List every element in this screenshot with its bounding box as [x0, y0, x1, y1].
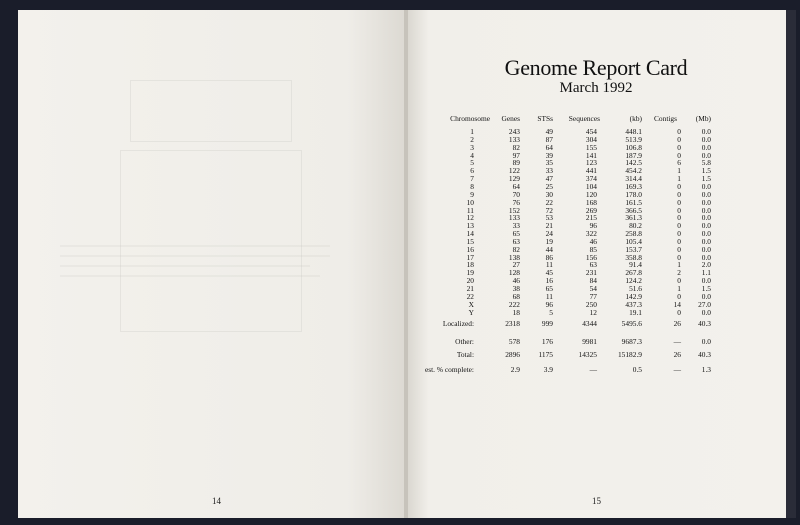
cell-chromosome: 20	[466, 276, 474, 286]
background-edge	[786, 10, 796, 518]
cell-chromosome: 18	[466, 260, 474, 270]
cell-genes: 33	[512, 221, 520, 231]
cell-genes: 82	[512, 244, 520, 254]
cell-sequences: 84	[589, 276, 597, 286]
cell-kb: 187.9	[625, 150, 642, 160]
summary-kb: 0.5	[632, 365, 642, 374]
cell-kb: 448.1	[625, 127, 642, 136]
cell-contigs: 0	[677, 197, 681, 207]
cell-mb: 1.5	[701, 284, 711, 293]
summary-contigs: —	[673, 337, 681, 346]
summary-kb: 15182.9	[617, 350, 642, 359]
cell-mb: 0.0	[701, 252, 711, 262]
cell-stss: 44	[545, 244, 553, 254]
cell-contigs: 2	[677, 268, 681, 278]
summary-mb: 40.3	[698, 350, 711, 359]
cell-contigs: 6	[677, 158, 681, 168]
cell-contigs: 1	[677, 166, 681, 176]
cell-chromosome: 7	[470, 174, 474, 184]
show-through-line	[60, 275, 320, 277]
cell-mb: 0.0	[701, 307, 711, 317]
show-through-frame	[120, 150, 302, 332]
cell-stss: 45	[545, 268, 553, 278]
cell-mb: 0.0	[701, 221, 711, 231]
cell-genes: 133	[508, 134, 520, 144]
cell-contigs: 0	[677, 205, 681, 215]
cell-genes: 46	[512, 276, 520, 286]
summary-mb: 40.3	[698, 319, 711, 328]
cell-contigs: 0	[677, 142, 681, 152]
cell-kb: 267.8	[625, 268, 642, 278]
cell-contigs: 1	[677, 284, 681, 293]
cell-genes: 68	[512, 291, 520, 301]
cell-stss: 65	[545, 284, 553, 293]
summary-label: Total:	[456, 350, 474, 359]
cell-mb: 1.5	[701, 166, 711, 176]
cell-stss: 33	[545, 166, 553, 176]
cell-stss: 30	[545, 189, 553, 199]
summary-kb: 9687.3	[621, 337, 642, 346]
summary-stss: 176	[541, 337, 553, 346]
cell-kb: 454.2	[625, 166, 642, 176]
cell-chromosome: 14	[466, 229, 474, 239]
cell-genes: 64	[512, 181, 520, 191]
summary-stss: 3.9	[543, 365, 553, 374]
cell-genes: 63	[512, 236, 520, 246]
cell-chromosome: 4	[470, 150, 474, 160]
cell-sequences: 322	[585, 229, 597, 239]
cell-stss: 5	[549, 307, 553, 317]
cell-chromosome: 6	[470, 166, 474, 176]
cell-kb: 366.5	[625, 205, 642, 215]
cell-kb: 258.8	[625, 229, 642, 239]
cell-stss: 53	[545, 213, 553, 223]
cell-stss: 87	[545, 134, 553, 144]
cell-sequences: 96	[589, 221, 597, 231]
cell-sequences: 12	[589, 307, 597, 317]
cell-sequences: 250	[585, 299, 597, 309]
cell-sequences: 85	[589, 244, 597, 254]
summary-kb: 5495.6	[621, 319, 642, 328]
cell-mb: 0.0	[701, 205, 711, 215]
cell-genes: 97	[512, 150, 520, 160]
cell-chromosome: 10	[466, 197, 474, 207]
cell-stss: 16	[545, 276, 553, 286]
cell-sequences: 63	[589, 260, 597, 270]
cell-sequences: 269	[585, 205, 597, 215]
report-subtitle: March 1992	[559, 80, 633, 96]
cell-chromosome: 21	[466, 284, 474, 293]
cell-contigs: 1	[677, 260, 681, 270]
cell-genes: 122	[508, 166, 520, 176]
cell-genes: 18	[512, 307, 520, 317]
cell-mb: 0.0	[701, 150, 711, 160]
cell-kb: 124.2	[625, 276, 642, 286]
cell-stss: 35	[545, 158, 553, 168]
cell-contigs: 0	[677, 127, 681, 136]
cell-contigs: 14	[673, 299, 681, 309]
summary-genes: 2318	[505, 319, 520, 328]
cell-genes: 152	[508, 205, 520, 215]
cell-sequences: 304	[585, 134, 597, 144]
column-header-chromosome: Chromosome	[450, 114, 490, 123]
cell-sequences: 441	[585, 166, 597, 176]
cell-kb: 80.2	[629, 221, 642, 231]
cell-genes: 82	[512, 142, 520, 152]
cell-stss: 25	[545, 181, 553, 191]
cell-stss: 49	[545, 127, 553, 136]
cell-mb: 0.0	[701, 291, 711, 301]
cell-kb: 142.9	[625, 291, 642, 301]
cell-mb: 5.8	[701, 158, 711, 168]
summary-contigs: —	[673, 365, 681, 374]
cell-chromosome: 3	[470, 142, 474, 152]
cell-genes: 70	[512, 189, 520, 199]
cell-genes: 129	[508, 174, 520, 184]
cell-contigs: 0	[677, 150, 681, 160]
cell-contigs: 0	[677, 307, 681, 317]
cell-contigs: 0	[677, 236, 681, 246]
cell-mb: 0.0	[701, 127, 711, 136]
cell-kb: 106.8	[625, 142, 642, 152]
cell-chromosome: 16	[466, 244, 474, 254]
cell-mb: 2.0	[701, 260, 711, 270]
cell-sequences: 454	[585, 127, 597, 136]
cell-kb: 51.6	[629, 284, 642, 293]
cell-mb: 1.5	[701, 174, 711, 184]
cell-sequences: 54	[589, 284, 597, 293]
report-title: Genome Report Card	[504, 55, 688, 80]
cell-mb: 0.0	[701, 197, 711, 207]
page-number-left: 14	[212, 496, 221, 506]
cell-contigs: 0	[677, 189, 681, 199]
cell-mb: 0.0	[701, 142, 711, 152]
cell-sequences: 168	[585, 197, 597, 207]
summary-sequences: 4344	[582, 319, 597, 328]
cell-chromosome: X	[468, 299, 474, 309]
cell-chromosome: Y	[468, 307, 474, 317]
summary-genes: 2.9	[510, 365, 520, 374]
cell-stss: 22	[545, 197, 553, 207]
cell-contigs: 0	[677, 213, 681, 223]
cell-chromosome: 5	[470, 158, 474, 168]
cell-sequences: 46	[589, 236, 597, 246]
cell-mb: 27.0	[698, 299, 711, 309]
cell-stss: 39	[545, 150, 553, 160]
cell-genes: 222	[508, 299, 520, 309]
cell-sequences: 77	[589, 291, 597, 301]
cell-kb: 161.5	[625, 197, 642, 207]
summary-label: Other:	[455, 337, 474, 346]
cell-mb: 0.0	[701, 134, 711, 144]
cell-sequences: 120	[585, 189, 597, 199]
cell-kb: 358.8	[625, 252, 642, 262]
cell-chromosome: 12	[466, 213, 474, 223]
summary-contigs: 26	[673, 350, 681, 359]
cell-chromosome: 2	[470, 134, 474, 144]
cell-stss: 72	[545, 205, 553, 215]
cell-genes: 38	[512, 284, 520, 293]
show-through-line	[60, 265, 310, 267]
page-number-right: 15	[592, 496, 601, 506]
cell-kb: 19.1	[629, 307, 642, 317]
cell-kb: 178.0	[625, 189, 642, 199]
summary-sequences: 9981	[582, 337, 597, 346]
cell-stss: 21	[545, 221, 553, 231]
cell-sequences: 156	[585, 252, 597, 262]
cell-genes: 128	[508, 268, 520, 278]
cell-contigs: 0	[677, 181, 681, 191]
cell-sequences: 104	[585, 181, 597, 191]
cell-kb: 169.3	[625, 181, 642, 191]
cell-stss: 11	[545, 291, 553, 301]
column-header-stss: STSs	[537, 114, 553, 123]
cell-kb: 314.4	[625, 174, 642, 184]
cell-sequences: 215	[585, 213, 597, 223]
cell-mb: 0.0	[701, 244, 711, 254]
column-header-genes: Genes	[501, 114, 520, 123]
cell-genes: 65	[512, 229, 520, 239]
cell-mb: 1.1	[701, 268, 711, 278]
cell-mb: 0.0	[701, 213, 711, 223]
cell-chromosome: 11	[466, 205, 474, 215]
show-through-line	[60, 255, 330, 257]
cell-contigs: 0	[677, 276, 681, 286]
cell-genes: 89	[512, 158, 520, 168]
cell-stss: 96	[545, 299, 553, 309]
show-through-frame	[130, 80, 292, 142]
cell-chromosome: 15	[466, 236, 474, 246]
summary-contigs: 26	[673, 319, 681, 328]
cell-kb: 153.7	[625, 244, 642, 254]
cell-stss: 64	[545, 142, 553, 152]
summary-mb: 1.3	[701, 365, 711, 374]
column-header-sequences: Sequences	[568, 114, 600, 123]
cell-sequences: 123	[585, 158, 597, 168]
cell-genes: 138	[508, 252, 520, 262]
cell-kb: 105.4	[625, 236, 642, 246]
cell-kb: 142.5	[625, 158, 642, 168]
cell-chromosome: 9	[470, 189, 474, 199]
cell-chromosome: 17	[466, 252, 474, 262]
cell-chromosome: 19	[466, 268, 474, 278]
cell-chromosome: 22	[466, 291, 474, 301]
cell-mb: 0.0	[701, 229, 711, 239]
cell-mb: 0.0	[701, 276, 711, 286]
cell-chromosome: 8	[470, 181, 474, 191]
cell-kb: 437.3	[625, 299, 642, 309]
cell-sequences: 231	[585, 268, 597, 278]
summary-label: Localized:	[442, 319, 474, 328]
cell-kb: 361.3	[625, 213, 642, 223]
summary-sequences: 14325	[578, 350, 597, 359]
summary-stss: 1175	[538, 350, 553, 359]
cell-contigs: 0	[677, 252, 681, 262]
summary-sequences: —	[589, 365, 597, 374]
cell-contigs: 0	[677, 291, 681, 301]
summary-genes: 2896	[505, 350, 520, 359]
show-through-line	[60, 245, 330, 247]
cell-mb: 0.0	[701, 236, 711, 246]
cell-stss: 11	[545, 260, 553, 270]
cell-contigs: 1	[677, 174, 681, 184]
summary-label: est. % complete:	[424, 365, 474, 374]
cell-chromosome: 1	[470, 127, 474, 136]
cell-contigs: 0	[677, 229, 681, 239]
cell-stss: 24	[545, 229, 553, 239]
cell-sequences: 155	[585, 142, 597, 152]
cell-stss: 86	[545, 252, 553, 262]
summary-genes: 578	[508, 337, 520, 346]
cell-stss: 19	[545, 236, 553, 246]
cell-mb: 0.0	[701, 189, 711, 199]
cell-chromosome: 13	[466, 221, 474, 231]
cell-sequences: 374	[585, 174, 597, 184]
summary-stss: 999	[541, 319, 553, 328]
cell-sequences: 141	[585, 150, 597, 160]
cell-genes: 27	[512, 260, 520, 270]
cell-genes: 243	[508, 127, 520, 136]
column-header-kb: (kb)	[629, 114, 642, 123]
cell-kb: 91.4	[629, 260, 642, 270]
cell-genes: 133	[508, 213, 520, 223]
cell-mb: 0.0	[701, 181, 711, 191]
column-header-mb: (Mb)	[695, 114, 711, 123]
cell-kb: 513.9	[625, 134, 642, 144]
cell-genes: 76	[512, 197, 520, 207]
cell-contigs: 0	[677, 244, 681, 254]
column-header-contigs: Contigs	[654, 114, 677, 123]
summary-mb: 0.0	[701, 337, 711, 346]
report-title-block	[406, 0, 786, 120]
cell-contigs: 0	[677, 221, 681, 231]
cell-contigs: 0	[677, 134, 681, 144]
cell-stss: 47	[545, 174, 553, 184]
